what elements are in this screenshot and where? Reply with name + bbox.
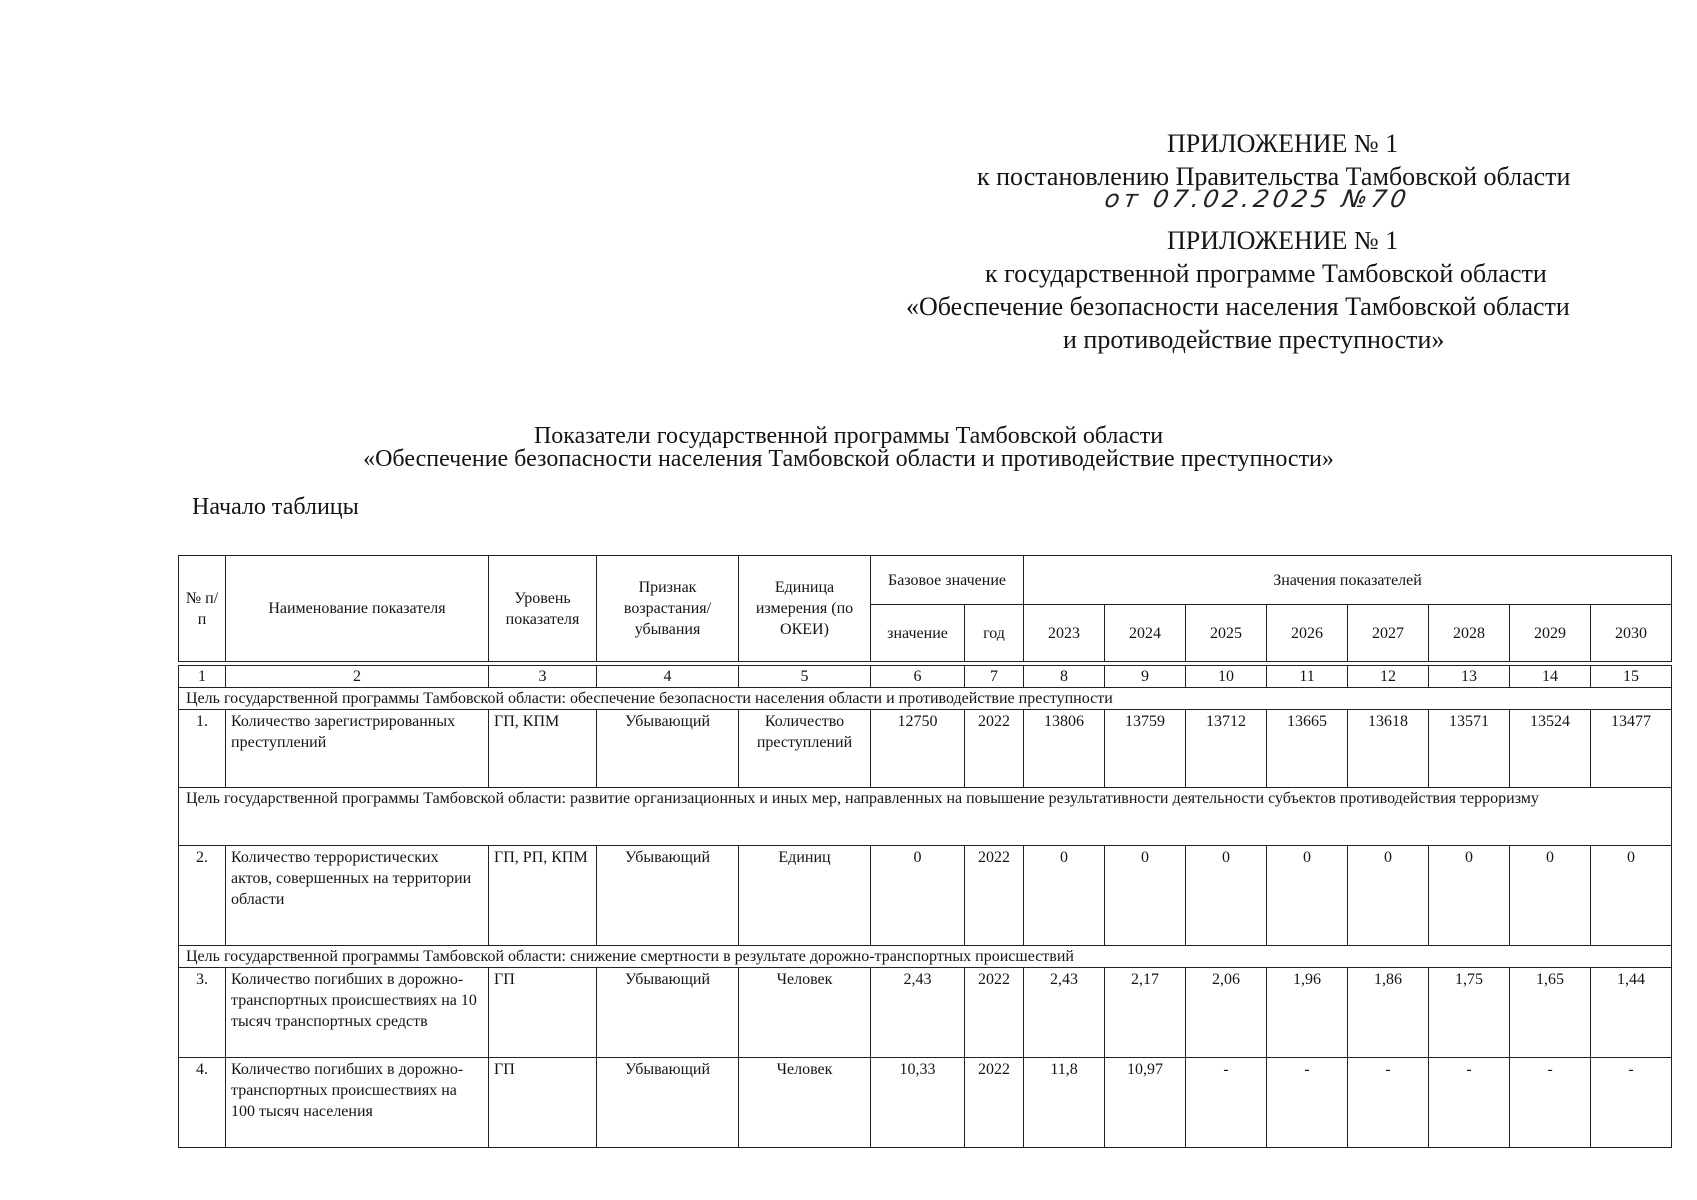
row-value: 0 xyxy=(1105,846,1186,946)
column-number: 6 xyxy=(871,666,965,688)
column-number: 1 xyxy=(179,666,226,688)
row-base-year: 2022 xyxy=(965,710,1024,788)
row-num: 1. xyxy=(179,710,226,788)
table-row xyxy=(179,968,1672,1058)
goal-row: Цель государственной программы Тамбовской области: обеспечение безопасности населения области и противодействие преступности xyxy=(179,688,1672,710)
header-year: 2026 xyxy=(1267,605,1348,662)
column-number: 3 xyxy=(489,666,597,688)
column-number: 8 xyxy=(1024,666,1105,688)
row-level: ГП xyxy=(489,1058,597,1148)
row-value: 13665 xyxy=(1267,710,1348,788)
row-value: - xyxy=(1348,1058,1429,1148)
row-value: 1,75 xyxy=(1429,968,1510,1058)
row-value: 2,17 xyxy=(1105,968,1186,1058)
header-year: 2027 xyxy=(1348,605,1429,662)
row-value: 13477 xyxy=(1591,710,1672,788)
handwritten-date-number: от 07.02.2025 №70 xyxy=(1102,185,1413,213)
table-row xyxy=(179,1058,1672,1148)
row-trend: Убывающий xyxy=(597,710,739,788)
row-value: 1,44 xyxy=(1591,968,1672,1058)
column-number: 2 xyxy=(226,666,489,688)
header-year: 2024 xyxy=(1105,605,1186,662)
header-base-value: значение xyxy=(871,605,965,662)
header-unit: Единица измерения (по ОКЕИ) xyxy=(739,556,871,662)
row-name: Количество зарегистрированных преступлений xyxy=(226,710,489,788)
row-base-year: 2022 xyxy=(965,1058,1024,1148)
column-number: 10 xyxy=(1186,666,1267,688)
row-value: - xyxy=(1591,1058,1672,1148)
row-value: 13571 xyxy=(1429,710,1510,788)
table-row xyxy=(179,710,1672,788)
column-number: 7 xyxy=(965,666,1024,688)
goal-row: Цель государственной программы Тамбовской области: снижение смертности в результате дорожно-транспортных происшествий xyxy=(179,946,1672,968)
indicators-table xyxy=(178,555,1672,1148)
header-year: 2030 xyxy=(1591,605,1672,662)
column-number: 13 xyxy=(1429,666,1510,688)
row-value: 13712 xyxy=(1186,710,1267,788)
row-level: ГП xyxy=(489,968,597,1058)
row-value: 0 xyxy=(1024,846,1105,946)
row-unit: Единиц xyxy=(739,846,871,946)
row-value: 10,97 xyxy=(1105,1058,1186,1148)
row-value: 0 xyxy=(1267,846,1348,946)
row-num: 4. xyxy=(179,1058,226,1148)
table-start-label: Начало таблицы xyxy=(192,494,359,520)
row-value: 0 xyxy=(1348,846,1429,946)
column-number: 12 xyxy=(1348,666,1429,688)
row-base-year: 2022 xyxy=(965,846,1024,946)
header-values: Значения показателей xyxy=(1024,556,1672,605)
row-value: 1,96 xyxy=(1267,968,1348,1058)
column-number: 9 xyxy=(1105,666,1186,688)
header-year: 2025 xyxy=(1186,605,1267,662)
row-level: ГП, КПМ xyxy=(489,710,597,788)
row-trend: Убывающий xyxy=(597,846,739,946)
header-name: Наименование показателя xyxy=(226,556,489,662)
row-value: 11,8 xyxy=(1024,1058,1105,1148)
row-level: ГП, РП, КПМ xyxy=(489,846,597,946)
appendix-2-line-3: и противодействие преступности» xyxy=(1063,325,1445,354)
column-number: 14 xyxy=(1510,666,1591,688)
header-num: № п/п xyxy=(179,556,226,662)
row-base-value: 10,33 xyxy=(871,1058,965,1148)
appendix-1-subtitle: к постановлению Правительства Тамбовской области xyxy=(977,162,1571,191)
row-value: 1,65 xyxy=(1510,968,1591,1058)
row-name: Количество погибших в дорожно-транспортных происшествиях на 10 тысяч транспортных средств xyxy=(226,968,489,1058)
column-number: 15 xyxy=(1591,666,1672,688)
header-year: 2028 xyxy=(1429,605,1510,662)
row-unit: Количество преступлений xyxy=(739,710,871,788)
row-value: 13618 xyxy=(1348,710,1429,788)
column-number: 4 xyxy=(597,666,739,688)
row-base-value: 2,43 xyxy=(871,968,965,1058)
row-value: 13759 xyxy=(1105,710,1186,788)
row-value: 0 xyxy=(1510,846,1591,946)
header-level: Уровень показателя xyxy=(489,556,597,662)
row-unit: Человек xyxy=(739,1058,871,1148)
appendix-2-line-1: к государственной программе Тамбовской области xyxy=(985,259,1547,288)
row-value: - xyxy=(1429,1058,1510,1148)
document-title-line-2: «Обеспечение безопасности населения Тамбовской области и противодействие преступности» xyxy=(363,446,1334,472)
row-value: 0 xyxy=(1429,846,1510,946)
row-value: 13524 xyxy=(1510,710,1591,788)
appendix-2-line-2: «Обеспечение безопасности населения Тамбовской области xyxy=(906,292,1570,321)
row-value: 1,86 xyxy=(1348,968,1429,1058)
row-value: - xyxy=(1186,1058,1267,1148)
row-trend: Убывающий xyxy=(597,968,739,1058)
goal-row: Цель государственной программы Тамбовской области: развитие организационных и иных мер, направленных на повышение результативности деятельности субъектов противодействия терроризму xyxy=(179,788,1672,846)
header-base: Базовое значение xyxy=(871,556,1024,605)
row-base-value: 12750 xyxy=(871,710,965,788)
header-year: 2023 xyxy=(1024,605,1105,662)
row-unit: Человек xyxy=(739,968,871,1058)
header-trend: Признак возрастания/ убывания xyxy=(597,556,739,662)
column-number: 5 xyxy=(739,666,871,688)
table-row xyxy=(179,846,1672,946)
row-num: 3. xyxy=(179,968,226,1058)
row-value: 2,06 xyxy=(1186,968,1267,1058)
row-value: 2,43 xyxy=(1024,968,1105,1058)
document-title-line-1: Показатели государственной программы Тамбовской области xyxy=(533,423,1164,449)
row-value: 0 xyxy=(1186,846,1267,946)
row-name: Количество террористических актов, совершенных на территории области xyxy=(226,846,489,946)
header-year: 2029 xyxy=(1510,605,1591,662)
row-value: - xyxy=(1267,1058,1348,1148)
column-number: 11 xyxy=(1267,666,1348,688)
appendix-2-title: ПРИЛОЖЕНИЕ № 1 xyxy=(1167,226,1399,255)
row-num: 2. xyxy=(179,846,226,946)
appendix-1-title: ПРИЛОЖЕНИЕ № 1 xyxy=(1167,129,1399,158)
row-base-value: 0 xyxy=(871,846,965,946)
row-value: 0 xyxy=(1591,846,1672,946)
row-trend: Убывающий xyxy=(597,1058,739,1148)
row-value: - xyxy=(1510,1058,1591,1148)
row-name: Количество погибших в дорожно-транспортных происшествиях на 100 тысяч населения xyxy=(226,1058,489,1148)
row-base-year: 2022 xyxy=(965,968,1024,1058)
row-value: 13806 xyxy=(1024,710,1105,788)
header-base-year: год xyxy=(965,605,1024,662)
